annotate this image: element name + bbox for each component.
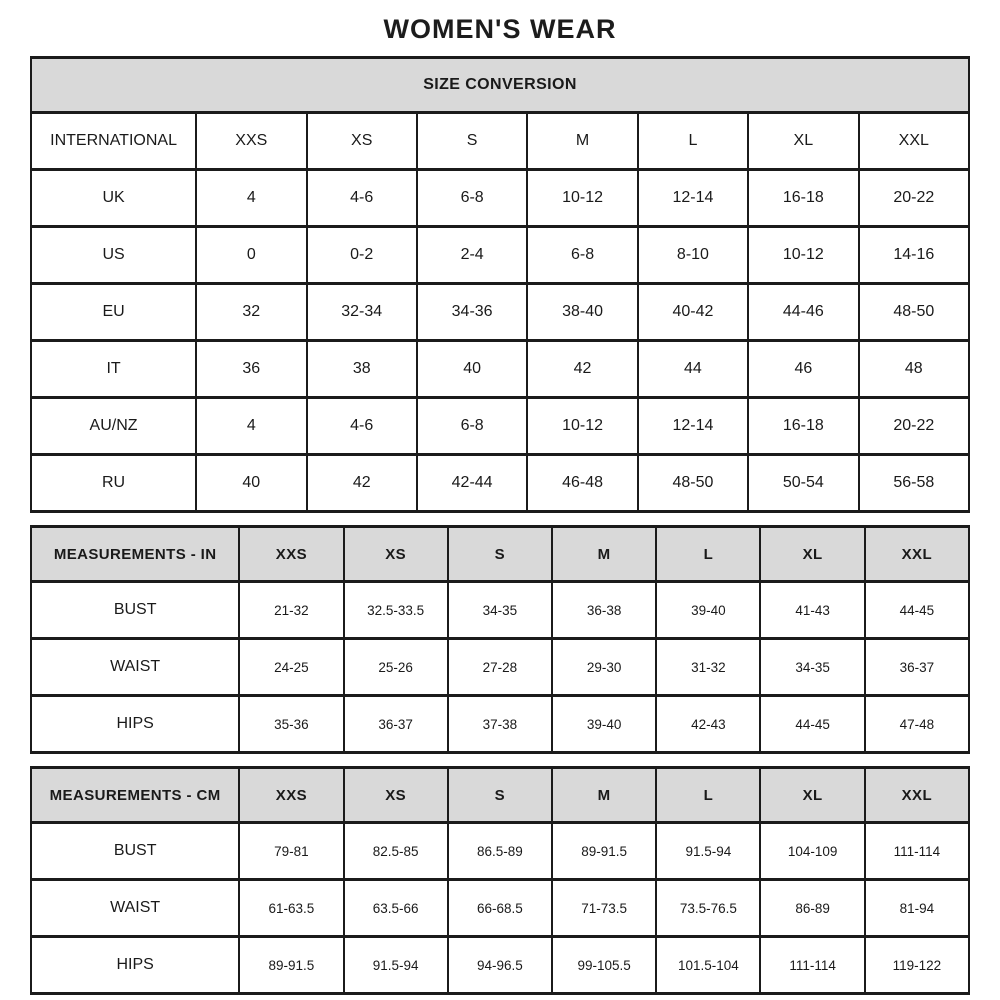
col-header-l: L: [638, 113, 748, 170]
value-cell: 42-44: [417, 455, 527, 512]
table-row: [31, 284, 969, 341]
value-cell: 4: [196, 170, 306, 227]
row-label-aunz: AU/NZ: [31, 398, 196, 455]
value-cell: 36-37: [865, 639, 969, 696]
value-cell: 16-18: [748, 170, 858, 227]
value-cell: 36: [196, 341, 306, 398]
value-cell: 36-38: [552, 582, 656, 639]
value-cell: 73.5-76.5: [656, 880, 760, 937]
value-cell: 86-89: [760, 880, 864, 937]
value-cell: 32-34: [307, 284, 417, 341]
value-cell: 91.5-94: [344, 937, 448, 994]
measurements-in-header: MEASUREMENTS - IN: [31, 527, 239, 582]
measurements-cm-header: MEASUREMENTS - CM: [31, 768, 239, 823]
col-header-s: S: [448, 768, 552, 823]
row-label-waist: WAIST: [31, 639, 239, 696]
value-cell: 48-50: [638, 455, 748, 512]
col-header-xxs: XXS: [239, 768, 343, 823]
value-cell: 38: [307, 341, 417, 398]
col-header-xxl: XXL: [859, 113, 969, 170]
measurements-in-table: [30, 525, 970, 754]
value-cell: 44-45: [760, 696, 864, 753]
value-cell: 40-42: [638, 284, 748, 341]
value-cell: 27-28: [448, 639, 552, 696]
table-row: [31, 455, 969, 512]
value-cell: 79-81: [239, 823, 343, 880]
value-cell: 71-73.5: [552, 880, 656, 937]
table-row: [31, 582, 969, 639]
row-label-uk: UK: [31, 170, 196, 227]
value-cell: 47-48: [865, 696, 969, 753]
value-cell: 99-105.5: [552, 937, 656, 994]
col-header-xxl: XXL: [865, 768, 969, 823]
table-row: [31, 227, 969, 284]
value-cell: 111-114: [760, 937, 864, 994]
col-header-xs: XS: [307, 113, 417, 170]
value-cell: 41-43: [760, 582, 864, 639]
table-row: [31, 58, 969, 113]
value-cell: 12-14: [638, 398, 748, 455]
value-cell: 119-122: [865, 937, 969, 994]
value-cell: 25-26: [344, 639, 448, 696]
value-cell: 2-4: [417, 227, 527, 284]
value-cell: 10-12: [527, 398, 637, 455]
value-cell: 63.5-66: [344, 880, 448, 937]
value-cell: 50-54: [748, 455, 858, 512]
value-cell: 89-91.5: [552, 823, 656, 880]
value-cell: 4-6: [307, 398, 417, 455]
value-cell: 6-8: [527, 227, 637, 284]
value-cell: 4: [196, 398, 306, 455]
value-cell: 6-8: [417, 170, 527, 227]
table-row: [31, 696, 969, 753]
value-cell: 8-10: [638, 227, 748, 284]
row-label-us: US: [31, 227, 196, 284]
col-header-s: S: [417, 113, 527, 170]
table-row: [31, 823, 969, 880]
col-header-m: M: [527, 113, 637, 170]
table-row: [31, 527, 969, 582]
value-cell: 12-14: [638, 170, 748, 227]
row-label-bust: BUST: [31, 823, 239, 880]
value-cell: 44: [638, 341, 748, 398]
value-cell: 40: [196, 455, 306, 512]
value-cell: 61-63.5: [239, 880, 343, 937]
table-row: [31, 170, 969, 227]
value-cell: 29-30: [552, 639, 656, 696]
row-label-hips: HIPS: [31, 937, 239, 994]
value-cell: 101.5-104: [656, 937, 760, 994]
row-label-hips: HIPS: [31, 696, 239, 753]
value-cell: 39-40: [656, 582, 760, 639]
value-cell: 20-22: [859, 398, 969, 455]
value-cell: 6-8: [417, 398, 527, 455]
table-row: [31, 937, 969, 994]
table-row: [31, 880, 969, 937]
col-header-m: M: [552, 768, 656, 823]
table-row: [31, 113, 969, 170]
value-cell: 0-2: [307, 227, 417, 284]
value-cell: 38-40: [527, 284, 637, 341]
value-cell: 10-12: [527, 170, 637, 227]
value-cell: 35-36: [239, 696, 343, 753]
col-header-xxs: XXS: [239, 527, 343, 582]
value-cell: 42-43: [656, 696, 760, 753]
value-cell: 82.5-85: [344, 823, 448, 880]
value-cell: 0: [196, 227, 306, 284]
value-cell: 111-114: [865, 823, 969, 880]
value-cell: 56-58: [859, 455, 969, 512]
value-cell: 14-16: [859, 227, 969, 284]
value-cell: 39-40: [552, 696, 656, 753]
value-cell: 21-32: [239, 582, 343, 639]
col-header-international: INTERNATIONAL: [31, 113, 196, 170]
table-row: [31, 341, 969, 398]
value-cell: 37-38: [448, 696, 552, 753]
col-header-l: L: [656, 768, 760, 823]
value-cell: 66-68.5: [448, 880, 552, 937]
measurements-cm-table: [30, 766, 970, 995]
value-cell: 34-35: [448, 582, 552, 639]
page-title: WOMEN'S WEAR: [383, 14, 617, 44]
value-cell: 48: [859, 341, 969, 398]
col-header-xl: XL: [760, 768, 864, 823]
value-cell: 81-94: [865, 880, 969, 937]
row-label-waist: WAIST: [31, 880, 239, 937]
value-cell: 40: [417, 341, 527, 398]
value-cell: 44-45: [865, 582, 969, 639]
col-header-s: S: [448, 527, 552, 582]
value-cell: 31-32: [656, 639, 760, 696]
value-cell: 16-18: [748, 398, 858, 455]
row-label-eu: EU: [31, 284, 196, 341]
value-cell: 104-109: [760, 823, 864, 880]
size-conversion-table: [30, 56, 970, 513]
value-cell: 48-50: [859, 284, 969, 341]
value-cell: 32: [196, 284, 306, 341]
value-cell: 42: [307, 455, 417, 512]
row-label-ru: RU: [31, 455, 196, 512]
value-cell: 42: [527, 341, 637, 398]
col-header-xl: XL: [760, 527, 864, 582]
col-header-xxl: XXL: [865, 527, 969, 582]
value-cell: 4-6: [307, 170, 417, 227]
value-cell: 44-46: [748, 284, 858, 341]
col-header-l: L: [656, 527, 760, 582]
table-row: [31, 398, 969, 455]
table-row: [31, 639, 969, 696]
value-cell: 34-35: [760, 639, 864, 696]
value-cell: 91.5-94: [656, 823, 760, 880]
value-cell: 34-36: [417, 284, 527, 341]
value-cell: 89-91.5: [239, 937, 343, 994]
col-header-xl: XL: [748, 113, 858, 170]
row-label-bust: BUST: [31, 582, 239, 639]
size-conversion-header: SIZE CONVERSION: [31, 58, 969, 113]
value-cell: 86.5-89: [448, 823, 552, 880]
table-row: [31, 768, 969, 823]
col-header-xs: XS: [344, 527, 448, 582]
value-cell: 10-12: [748, 227, 858, 284]
col-header-xs: XS: [344, 768, 448, 823]
row-label-it: IT: [31, 341, 196, 398]
col-header-m: M: [552, 527, 656, 582]
value-cell: 32.5-33.5: [344, 582, 448, 639]
value-cell: 46-48: [527, 455, 637, 512]
col-header-xxs: XXS: [196, 113, 306, 170]
value-cell: 36-37: [344, 696, 448, 753]
value-cell: 94-96.5: [448, 937, 552, 994]
value-cell: 24-25: [239, 639, 343, 696]
value-cell: 46: [748, 341, 858, 398]
value-cell: 20-22: [859, 170, 969, 227]
